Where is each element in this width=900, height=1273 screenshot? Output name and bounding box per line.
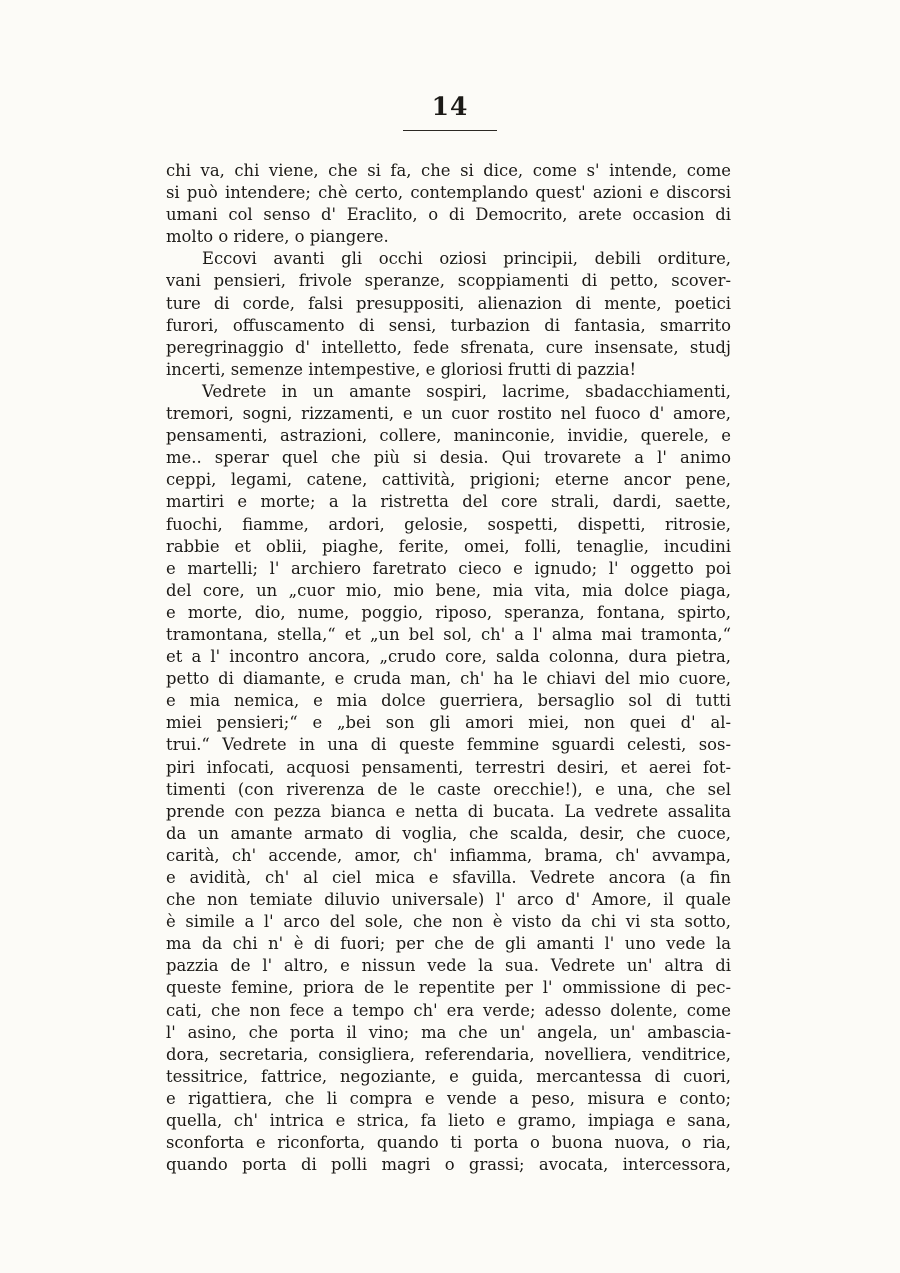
text-line: chi va, chi viene, che si fa, che si dice, come s' intende, come xyxy=(166,161,731,180)
text-line: da un amante armato di voglia, che scalda, desir, che cuoce, xyxy=(166,823,731,843)
text-line: vani pensieri, frivole speranze, scoppiamenti di petto, scover- xyxy=(166,271,731,291)
text-line: petto di diamante, e cruda man, ch' ha le chiavi del mio cuore, xyxy=(166,669,731,689)
text-line: pensamenti, astrazioni, collere, maninconie, invidie, querele, e xyxy=(166,426,731,446)
text-line: sconforta e riconforta, quando ti porta o buona nuova, o ria, xyxy=(166,1133,731,1153)
text-line: è simile a l' arco del sole, che non è visto da chi vi sta sotto, xyxy=(166,912,731,932)
text-line: ture di corde, falsi presuppositi, alienazion di mente, poetici xyxy=(166,293,731,313)
text-line: prende con pezza bianca e netta di bucata. La vedrete assalita xyxy=(166,801,731,821)
header-rule xyxy=(403,130,497,131)
text-line: martiri e morte; a la ristretta del core strali, dardi, saette, xyxy=(166,492,731,512)
text-line: ma da chi n' è di fuori; per che de gli amanti l' uno vede la xyxy=(166,934,731,954)
text-line: quella, ch' intrica e strica, fa lieto e gramo, impiaga e sana, xyxy=(166,1111,731,1131)
text-line: timenti (con riverenza de le caste orecchie!), e una, che sel xyxy=(166,779,731,799)
text-line: tessitrice, fattrice, negoziante, e guida, mercantessa di cuori, xyxy=(166,1066,731,1086)
text-line: peregrinaggio d' intelletto, fede sfrenata, cure insensate, studj xyxy=(166,337,731,357)
text-line: tramontana, stella,“ et „un bel sol, ch' a l' alma mai tramonta,“ xyxy=(166,624,731,644)
text-line: et a l' incontro ancora, „crudo core, salda colonna, dura pietra, xyxy=(166,647,731,667)
text-line: pazzia de l' altro, e nissun vede la sua. Vedrete un' altra di xyxy=(166,956,731,976)
text-line: e martelli; l' archiero faretrato cieco e ignudo; l' oggetto poi xyxy=(166,558,731,578)
text-line: e mia nemica, e mia dolce guerriera, bersaglio sol di tutti xyxy=(166,691,731,711)
text-line: e avidità, ch' al ciel mica e sfavilla. Vedrete ancora (a fin xyxy=(166,868,731,887)
text-line: me.. sperar quel che più si desia. Qui trovarete a l' animo xyxy=(166,448,731,468)
text-line: tremori, sogni, rizzamenti, e un cuor rostito nel fuoco d' amore, xyxy=(166,404,731,424)
text-line: e morte, dio, nume, poggio, riposo, speranza, fontana, spirto, xyxy=(166,602,731,622)
text-line: carità, ch' accende, amor, ch' infiamma, brama, ch' avvampa, xyxy=(166,845,731,865)
text-line: e rigattiera, che li compra e vende a peso, misura e conto; xyxy=(166,1088,731,1108)
text-line: che non temiate diluvio universale) l' arco d' Amore, il quale xyxy=(166,890,731,910)
text-line: l' asino, che porta il vino; ma che un' angela, un' ambascia- xyxy=(166,1022,731,1042)
text-line: si può intendere; chè certo, contemplando quest' azioni e discorsi xyxy=(166,183,731,203)
text-line: queste femine, priora de le repentite per l' ommissione di pec- xyxy=(166,978,731,998)
text-line: umani col senso d' Eraclito, o di Democrito, arete occasion di xyxy=(166,205,731,225)
text-line: piri infocati, acquosi pensamenti, terrestri desiri, et aerei fot- xyxy=(166,757,731,777)
text-line: incerti, semenze intempestive, e gloriosi frutti di pazzia! xyxy=(166,359,637,379)
text-line: ceppi, legami, catene, cattività, prigioni; eterne ancor pene, xyxy=(166,470,731,490)
text-line: quando porta di polli magri o grassi; avocata, intercessora, xyxy=(166,1155,731,1175)
text-line: molto o ridere, o piangere. xyxy=(166,227,389,247)
text-line: fuochi, fiamme, ardori, gelosie, sospetti, dispetti, ritrosie, xyxy=(166,514,731,534)
text-line: rabbie et oblii, piaghe, ferite, omei, folli, tenaglie, incudini xyxy=(166,536,731,556)
text-line: trui.“ Vedrete in una di queste femmine sguardi celesti, sos- xyxy=(166,735,731,755)
text-line: furori, offuscamento di sensi, turbazion di fantasia, smarrito xyxy=(166,315,731,335)
text-line: cati, che non fece a tempo ch' era verde; adesso dolente, come xyxy=(166,1000,731,1020)
text-line: miei pensieri;“ e „bei son gli amori miei, non quei d' al- xyxy=(166,713,731,733)
body-text xyxy=(166,160,731,1176)
text-line: del core, un „cuor mio, mio bene, mia vita, mia dolce piaga, xyxy=(166,580,731,600)
text-line: Vedrete in un amante sospiri, lacrime, sbadacchiamenti, xyxy=(202,381,731,401)
text-line: Eccovi avanti gli occhi oziosi principii, debili orditure, xyxy=(202,249,731,269)
page-number: 14 xyxy=(431,92,469,121)
text-line: dora, secretaria, consigliera, referendaria, novelliera, venditrice, xyxy=(166,1044,731,1064)
